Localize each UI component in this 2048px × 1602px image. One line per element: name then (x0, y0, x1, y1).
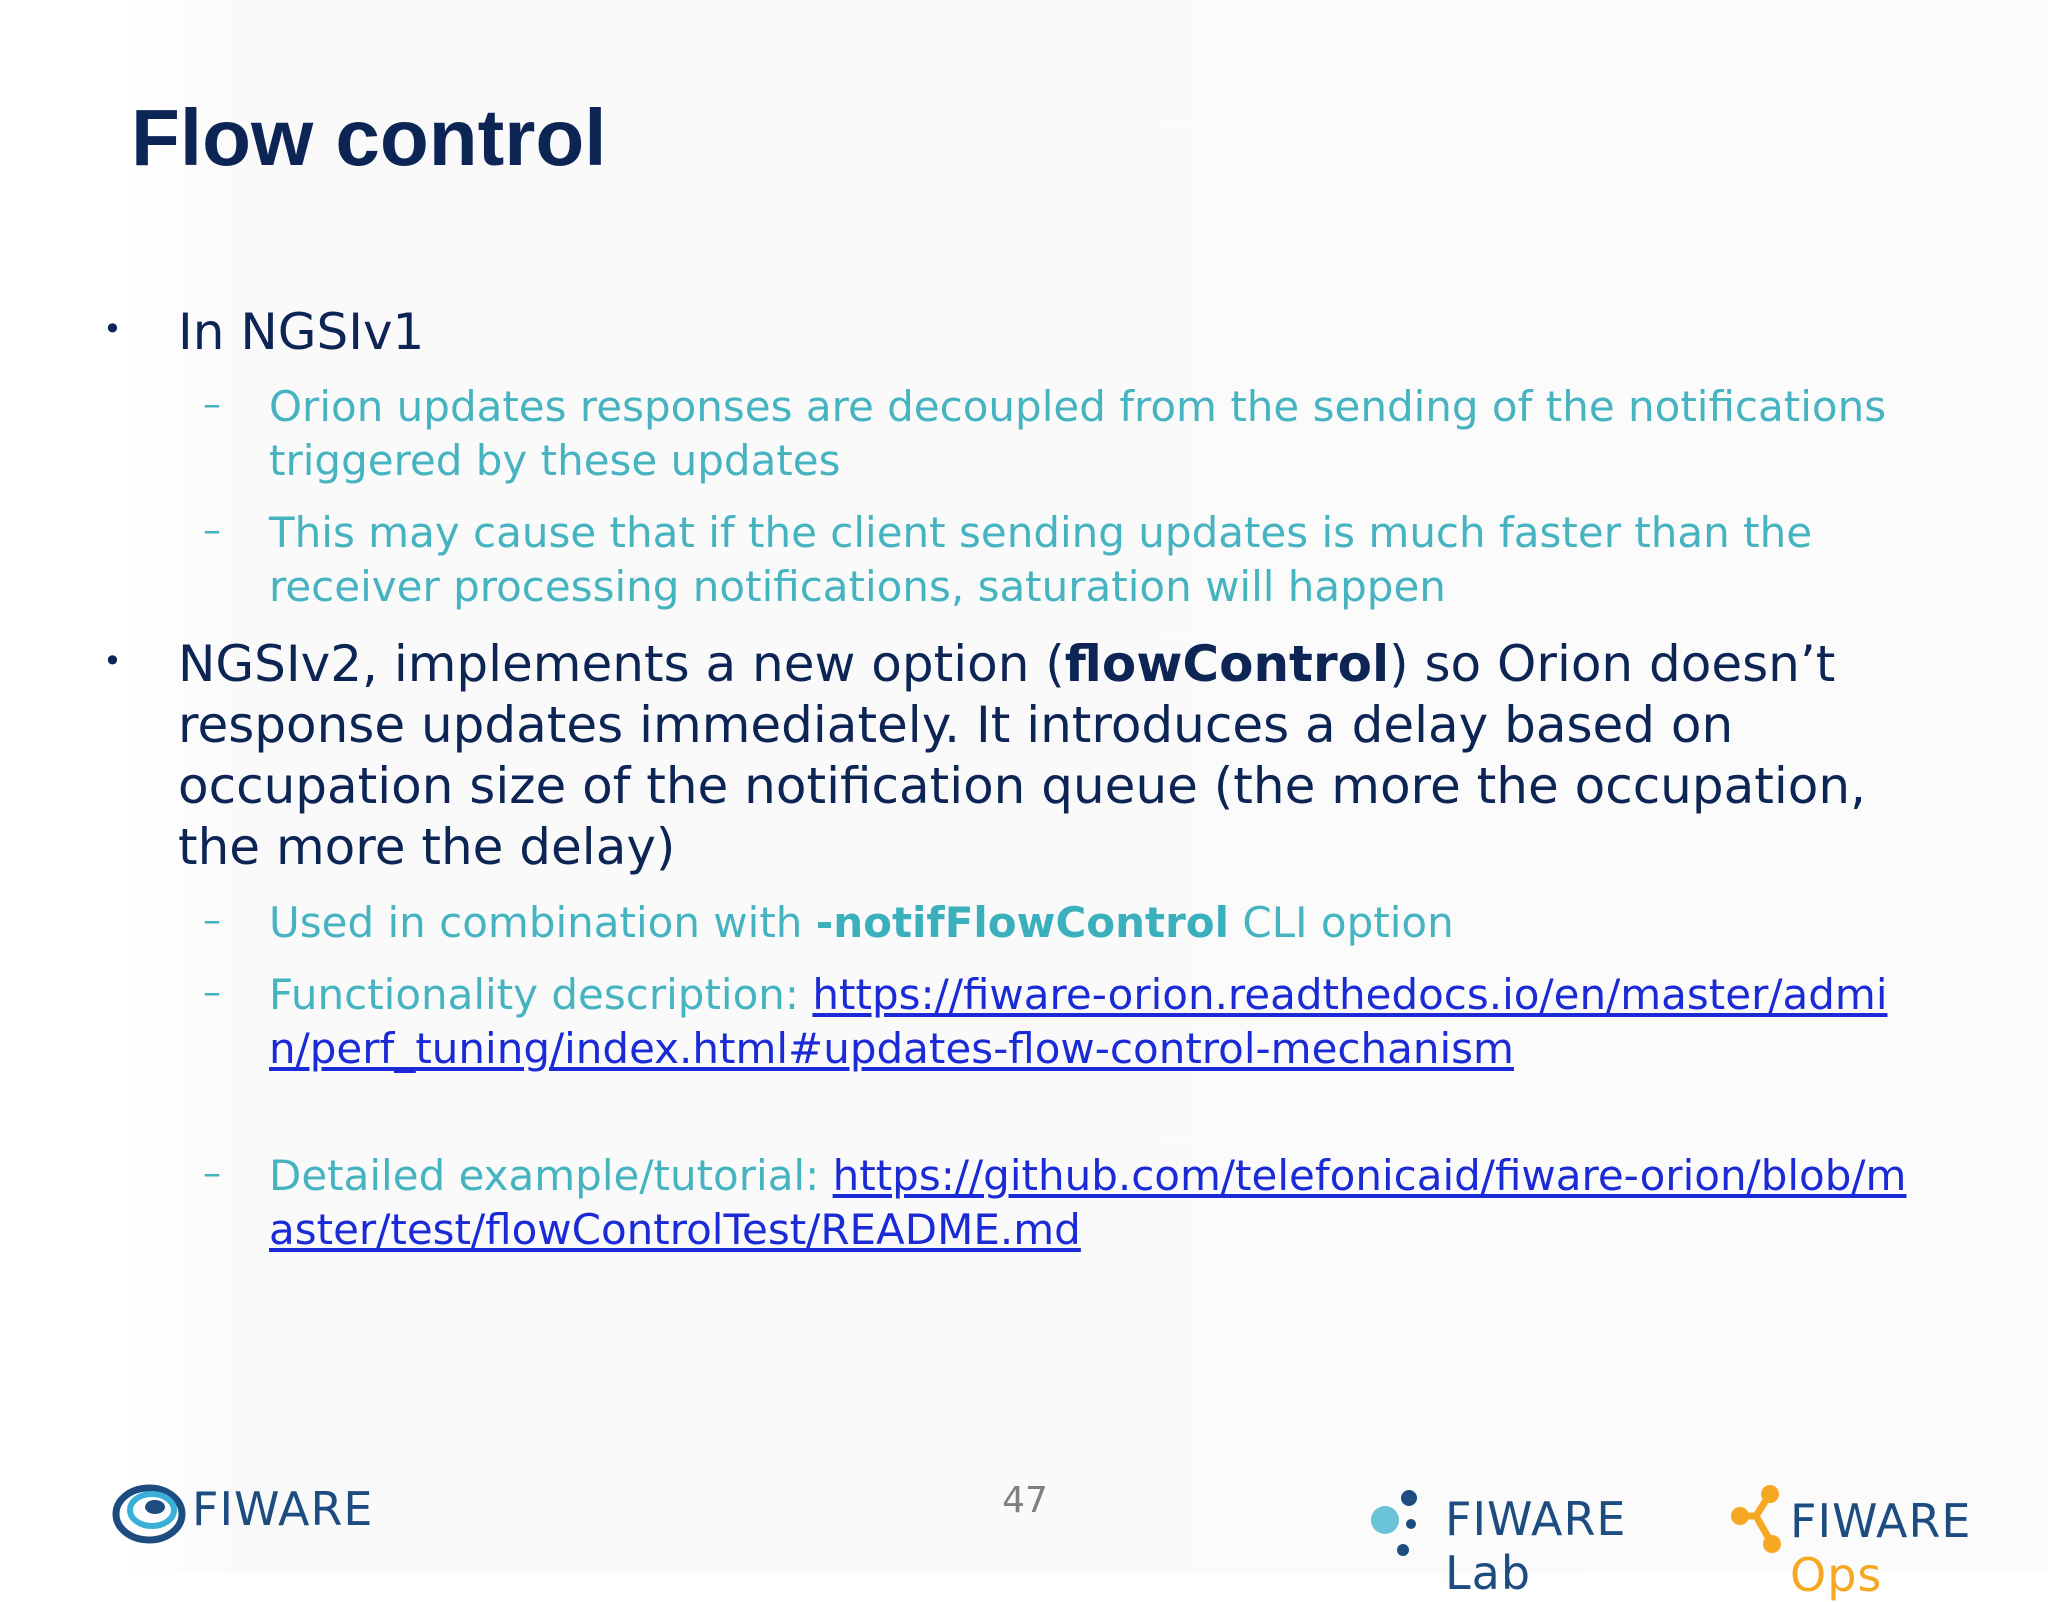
bullet-text-part: ) so Orion doesn’t response updates immediately. It introduces a delay based on occupation size of the notification queue (the more the occupation, the more the delay) (178, 635, 1866, 876)
slide-title: Flow control (131, 93, 607, 182)
sub-text-bold: -notifFlowControl (815, 898, 1230, 947)
fiware-swirl-icon (112, 1480, 186, 1544)
fiware-lab-logo (1367, 1480, 1707, 1600)
fiware-logo (112, 1478, 372, 1548)
lab-logo-text: FIWARE (1445, 1492, 1627, 1546)
sub-bullet-text (269, 968, 1909, 1076)
bullet-dot-icon: • (103, 310, 122, 348)
sub-text-part: Used in combination with (269, 898, 816, 947)
fiware-logo-text: FIWARE (192, 1482, 374, 1536)
dash-icon: – (203, 384, 221, 425)
dash-icon: – (203, 900, 221, 941)
dash-icon: – (203, 1153, 221, 1194)
bullet-dot-icon: • (103, 642, 122, 680)
lab-logo-suffix: Lab (1445, 1546, 1532, 1600)
sub-bullet-text (269, 896, 1909, 950)
page-number: 47 (1002, 1480, 1048, 1521)
perf-tuning-link[interactable]: https://fiware-orion.readthedocs.io/en/master/admin/perf_tuning/index.html#updates-flow-control-mechanism (269, 970, 1888, 1073)
sub-bullet-text (269, 1149, 1909, 1257)
lab-dots-icon (1367, 1480, 1437, 1560)
bullet-text-bold: flowControl (1064, 635, 1390, 693)
dash-icon: – (203, 972, 221, 1013)
bullet-text (178, 634, 1928, 878)
ops-logo-text: FIWARE (1790, 1494, 1972, 1548)
sub-bullet-text: Orion updates responses are decoupled from the sending of the notifications triggered by these updates (269, 382, 1887, 485)
dash-icon: – (203, 510, 221, 551)
tutorial-link[interactable]: https://github.com/telefonicaid/fiware-orion/blob/master/test/flowControlTest/README.md (269, 1151, 1907, 1254)
sub-text-part: Detailed example/tutorial: (269, 1151, 833, 1200)
sub-bullet-text: This may cause that if the client sending updates is much faster than the receiver processing notifications, saturation will happen (269, 508, 1813, 611)
fiware-ops-logo (1728, 1482, 2048, 1602)
sub-text-part: Functionality description: (269, 970, 813, 1019)
bullet-text: In NGSIv1 (178, 303, 425, 361)
sub-text-part: CLI option (1229, 898, 1454, 947)
ops-logo-suffix: Ops (1790, 1548, 1883, 1602)
ops-connector-icon (1728, 1482, 1790, 1562)
bullet-text-part: NGSIv2, implements a new option ( (178, 635, 1065, 693)
